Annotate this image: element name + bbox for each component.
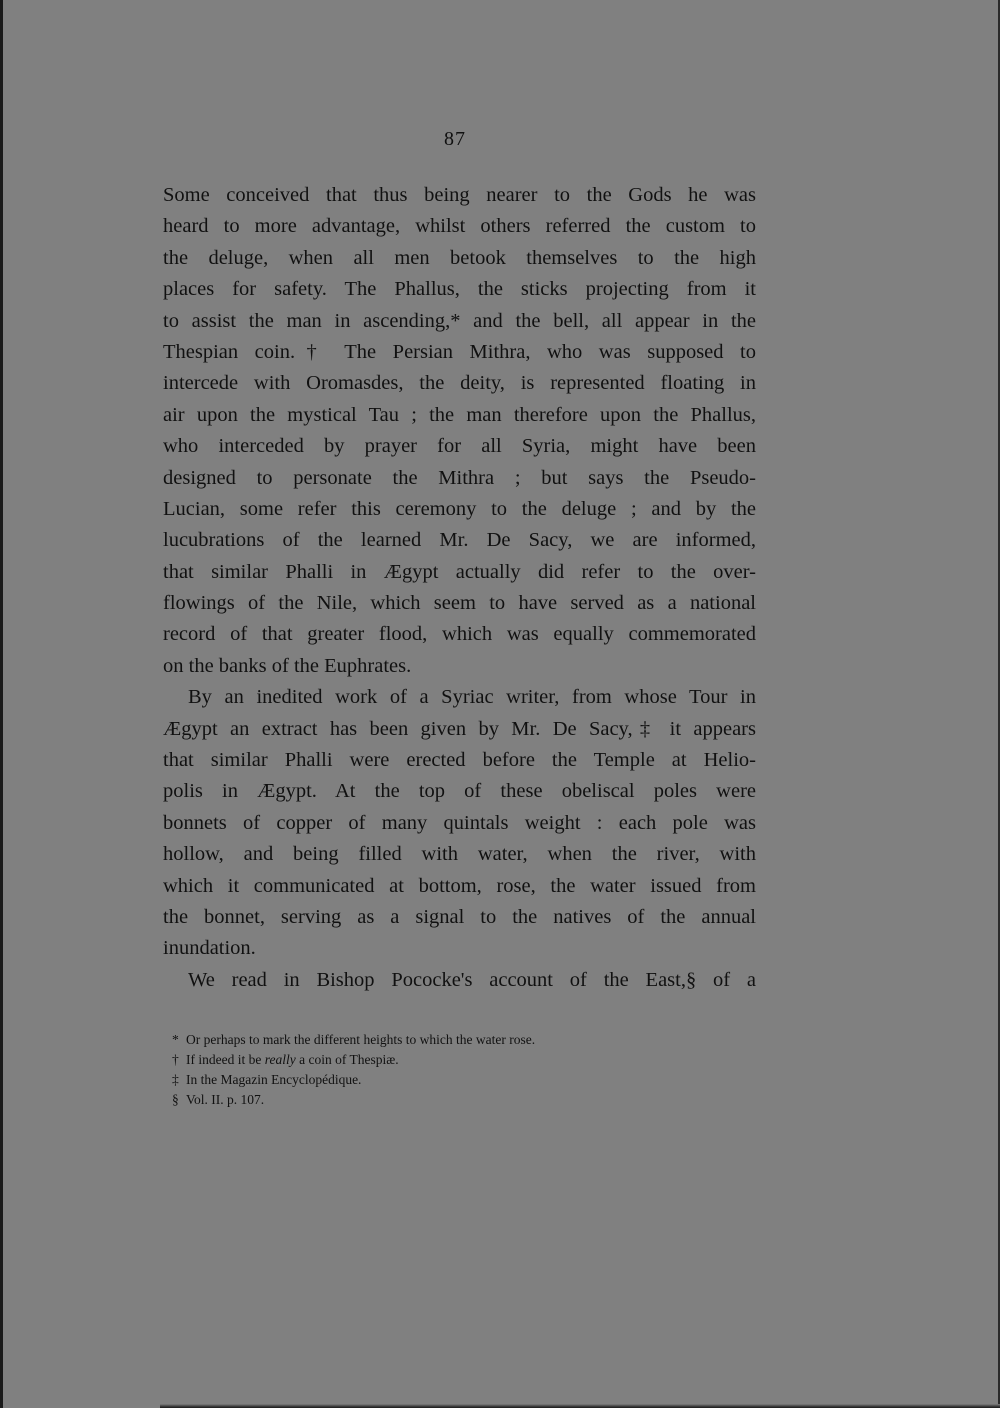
footnote-mark: *: [172, 1032, 179, 1047]
body-line: the deluge, when all men betook themselves to the high: [163, 246, 756, 269]
body-line: flowings of the Nile, which seem to have served as a national: [163, 592, 756, 615]
body-line: which it communicated at bottom, rose, the water issued from: [163, 874, 756, 897]
body-line: Ægypt an extract has been given by Mr. De Sacy,‡ it appears: [163, 717, 756, 740]
footnote-mark: †: [172, 1052, 179, 1067]
footnote: [172, 1070, 692, 1090]
body-line: Some conceived that thus being nearer to the Gods he was: [163, 184, 756, 206]
body-line: Lucian, some refer this ceremony to the deluge ; and by the: [163, 497, 756, 520]
body-line: record of that greater flood, which was equally commemorated: [163, 623, 756, 646]
footnote-text: a coin of Thespiæ.: [295, 1052, 399, 1067]
body-line: By an inedited work of a Syriac writer, from whose Tour in: [188, 686, 756, 709]
body-line: We read in Bishop Pococke's account of the East,§ of a: [188, 968, 756, 991]
body-line: on the banks of the Euphrates.: [163, 654, 412, 677]
footnote-text-italic: really: [264, 1052, 296, 1067]
footnote: [172, 1090, 692, 1110]
footnote-mark: §: [172, 1092, 179, 1107]
body-line: the bonnet, serving as a signal to the natives of the annual: [163, 905, 756, 928]
body-text: [163, 180, 756, 996]
body-line: who interceded by prayer for all Syria, might have been: [163, 435, 756, 458]
page-edge-bottom: [160, 1404, 1000, 1408]
body-line: places for safety. The Phallus, the sticks projecting from it: [163, 278, 756, 301]
page-number: 87: [444, 128, 466, 150]
footnote-text: In the Magazin Encyclopédique.: [186, 1072, 362, 1087]
body-line: designed to personate the Mithra ; but says the Pseudo-: [163, 466, 756, 489]
body-line: air upon the mystical Tau ; the man therefore upon the Phallus,: [163, 403, 756, 426]
body-line: heard to more advantage, whilst others referred the custom to: [163, 215, 756, 238]
body-line: polis in Ægypt. At the top of these obeliscal poles were: [163, 780, 756, 803]
footnote-text: If indeed it be: [186, 1052, 265, 1067]
footnote: [172, 1050, 692, 1070]
footnote-mark: ‡: [172, 1072, 179, 1087]
footnotes: [172, 1030, 692, 1110]
body-line: that similar Phalli were erected before the Temple at Helio-: [163, 749, 756, 772]
body-line: that similar Phalli in Ægypt actually did refer to the over-: [163, 560, 756, 583]
page-edge-left: [0, 0, 3, 1408]
body-line: inundation.: [163, 937, 256, 960]
body-line: lucubrations of the learned Mr. De Sacy, we are informed,: [163, 529, 756, 552]
footnote: [172, 1030, 692, 1050]
body-line: hollow, and being filled with water, when the river, with: [163, 843, 756, 866]
body-line: to assist the man in ascending,* and the bell, all appear in the: [163, 309, 756, 332]
body-line: bonnets of copper of many quintals weight : each pole was: [163, 811, 756, 834]
body-line: Thespian coin.† The Persian Mithra, who was supposed to: [163, 340, 756, 363]
footnote-text: Vol. II. p. 107.: [186, 1092, 265, 1107]
footnote-text: Or perhaps to mark the different heights to which the water rose.: [186, 1032, 536, 1047]
body-line: intercede with Oromasdes, the deity, is represented floating in: [163, 372, 756, 395]
